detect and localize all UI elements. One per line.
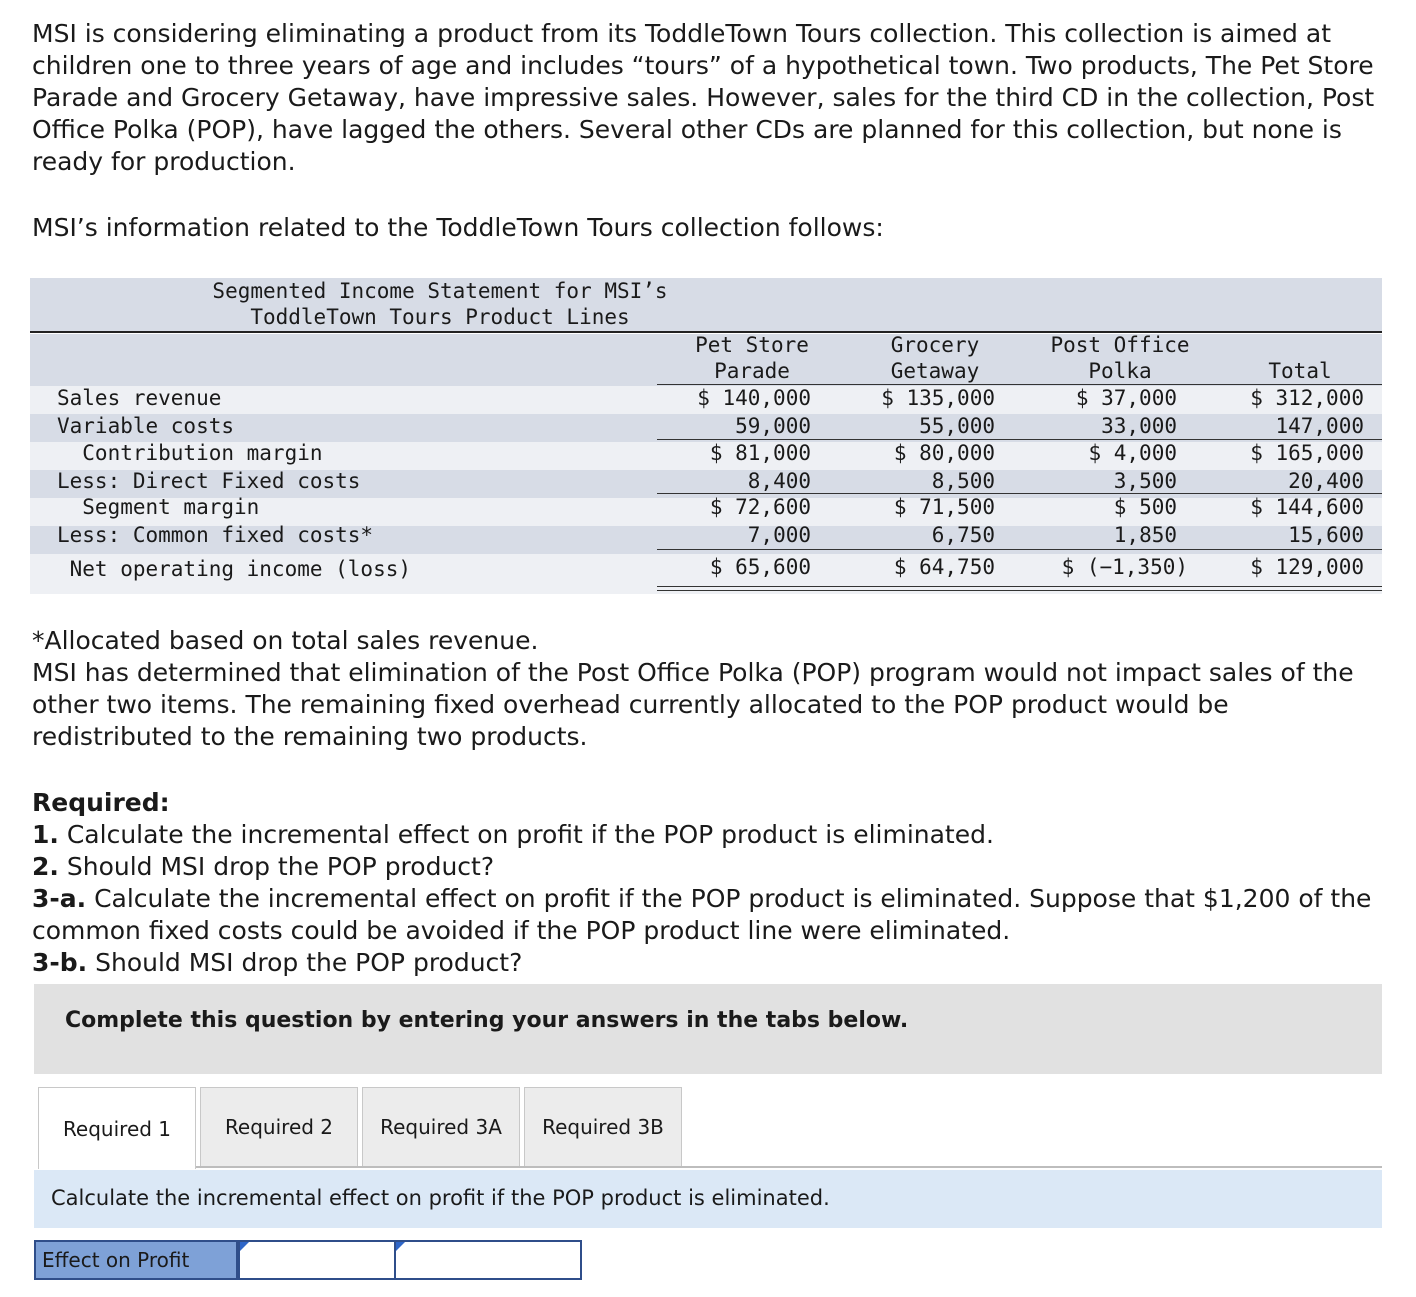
income-statement xyxy=(30,278,1382,594)
col-header-pet-store-2: Parade xyxy=(714,359,790,383)
cell-pet-cm: $ 81,000 xyxy=(709,441,811,465)
row-label-direct-fixed: Less: Direct Fixed costs xyxy=(57,469,361,493)
tab-required-1[interactable]: Required 1 xyxy=(38,1087,196,1169)
cell-grocery-direct-fixed: 8,500 xyxy=(931,469,995,493)
cell-pet-common: 7,000 xyxy=(747,523,811,547)
cell-grocery-common: 6,750 xyxy=(931,523,995,547)
cell-pop-variable: 33,000 xyxy=(1101,414,1177,438)
effect-on-profit-input-1[interactable] xyxy=(238,1240,396,1280)
instruction-text: Calculate the incremental effect on profit if the POP product is eliminated. xyxy=(51,1186,830,1210)
required-item-1: 1. Calculate the incremental effect on profit if the POP product is eliminated. xyxy=(32,820,994,849)
statement-title-line2: ToddleTown Tours Product Lines xyxy=(250,305,630,329)
effect-on-profit-label: Effect on Profit xyxy=(34,1240,238,1280)
cell-total-direct-fixed: 20,400 xyxy=(1288,469,1364,493)
col-header-pet-store-1: Pet Store xyxy=(695,333,809,357)
cell-grocery-sales: $ 135,000 xyxy=(881,386,995,410)
cell-pet-net: $ 65,600 xyxy=(709,555,811,579)
cell-pop-direct-fixed: 3,500 xyxy=(1113,469,1177,493)
col-header-grocery-1: Grocery xyxy=(890,333,980,357)
required-item-3b: 3-b. Should MSI drop the POP product? xyxy=(32,948,523,977)
required-item-3a: 3-a. Calculate the incremental effect on profit if the POP product is eliminated. Suppose that $1,200 of the common fixed costs could be avoided if the POP product line were eliminated. xyxy=(32,884,1372,945)
cell-pet-variable: 59,000 xyxy=(735,414,811,438)
cell-pet-segment: $ 72,600 xyxy=(709,495,811,519)
row-label-common-fixed: Less: Common fixed costs* xyxy=(57,523,374,547)
row-label-variable-costs: Variable costs xyxy=(57,414,235,438)
cell-grocery-segment: $ 71,500 xyxy=(893,495,995,519)
row-label-sales-revenue: Sales revenue xyxy=(57,386,222,410)
cell-total-sales: $ 312,000 xyxy=(1250,386,1364,410)
cell-pop-common: 1,850 xyxy=(1113,523,1177,547)
cell-pop-sales: $ 37,000 xyxy=(1075,386,1177,410)
cell-grocery-cm: $ 80,000 xyxy=(893,441,995,465)
col-header-post-office-1: Post Office xyxy=(1050,333,1190,357)
cell-pop-net: $ (−1,350) xyxy=(1061,555,1188,579)
cell-pop-cm: $ 4,000 xyxy=(1088,441,1177,465)
row-label-contribution-margin: Contribution margin xyxy=(57,441,323,465)
cell-pet-sales: $ 140,000 xyxy=(697,386,811,410)
required-heading: Required: xyxy=(32,788,170,817)
cell-total-variable: 147,000 xyxy=(1275,414,1364,438)
row-label-segment-margin: Segment margin xyxy=(57,495,260,519)
cell-grocery-net: $ 64,750 xyxy=(893,555,995,579)
cell-grocery-variable: 55,000 xyxy=(919,414,995,438)
col-header-total-2: Total xyxy=(1268,359,1332,383)
cell-pop-segment: $ 500 xyxy=(1113,495,1177,519)
cell-total-segment: $ 144,600 xyxy=(1250,495,1364,519)
cell-total-net: $ 129,000 xyxy=(1250,555,1364,579)
tab-required-3a[interactable]: Required 3A xyxy=(362,1087,520,1167)
note-paragraph: MSI has determined that elimination of the Post Office Polka (POP) program would not impact sales of the other two items. The remaining fixed overhead currently allocated to the POP product would be redistributed to the remaining two products. xyxy=(32,658,1354,751)
cell-total-cm: $ 165,000 xyxy=(1250,441,1364,465)
instruction-bar xyxy=(34,1170,1382,1228)
col-header-post-office-2: Polka xyxy=(1088,359,1152,383)
cell-pet-direct-fixed: 8,400 xyxy=(747,469,811,493)
col-header-grocery-2: Getaway xyxy=(890,359,980,383)
complete-prompt-box xyxy=(34,984,1382,1074)
tab-required-2[interactable]: Required 2 xyxy=(200,1087,358,1167)
statement-title-line1: Segmented Income Statement for MSI’s xyxy=(212,279,668,303)
complete-prompt: Complete this question by entering your answers in the tabs below. xyxy=(65,1008,909,1033)
required-section xyxy=(32,787,1382,979)
intro-paragraph: MSI is considering eliminating a product from its ToddleTown Tours collection. This collection is aimed at children one to three years of age and includes “tours” of a hypothetical town. Two products, The Pet Store Parade and Grocery Getaway, have impressive sales. However, sales for the third CD in the collection, Post Office Polka (POP), have lagged the others. Several other CDs are planned for this collection, but none is ready for production. xyxy=(32,19,1375,176)
required-item-2: 2. Should MSI drop the POP product? xyxy=(32,852,495,881)
tab-divider xyxy=(196,1166,1382,1168)
row-label-net-income: Net operating income (loss) xyxy=(57,557,412,581)
effect-on-profit-input-2[interactable] xyxy=(394,1240,582,1280)
tab-required-3b[interactable]: Required 3B xyxy=(524,1087,682,1167)
info-paragraph: MSI’s information related to the ToddleTown Tours collection follows: xyxy=(32,213,884,242)
footnote: *Allocated based on total sales revenue. xyxy=(32,626,539,655)
cell-total-common: 15,600 xyxy=(1288,523,1364,547)
